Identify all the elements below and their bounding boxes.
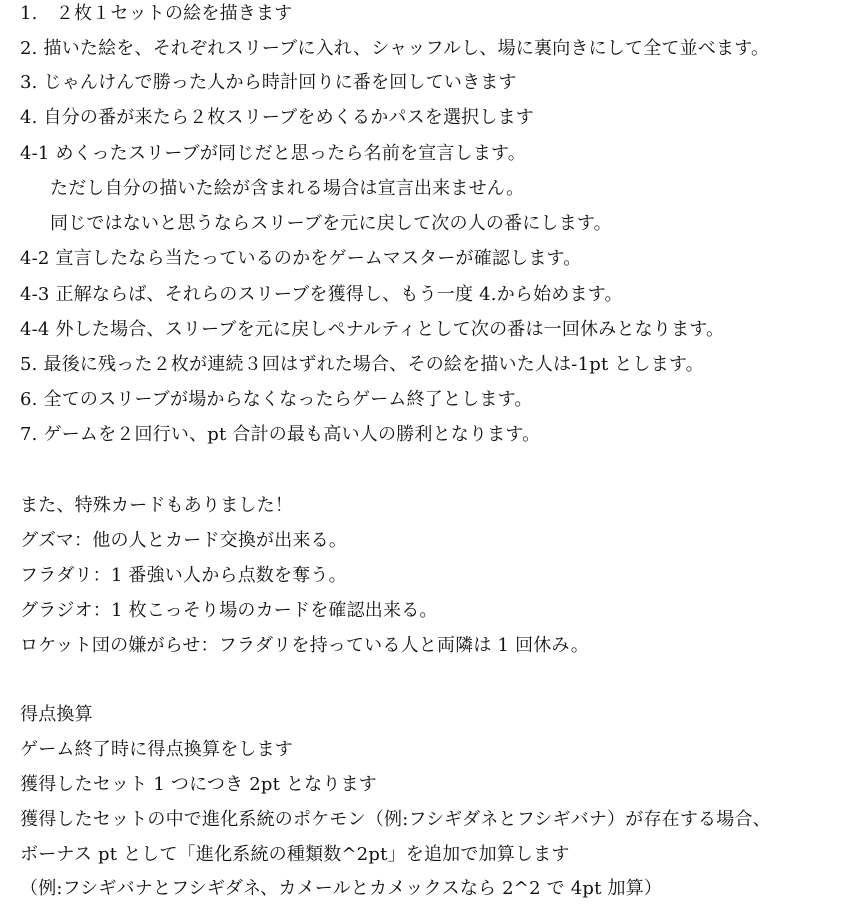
rule-7: 7. ゲームを２回行い、pt 合計の最も高い人の勝利となります。 — [20, 424, 541, 445]
special-card-team-rocket: ロケット団の嫌がらせ：フラダリを持っている人と両隣は 1 回休み。 — [20, 635, 589, 656]
rule-4-3: 4-3 正解ならば、それらのスリーブを獲得し、もう一度 4.から始めます。 — [20, 284, 623, 305]
scoring-line-2: 獲得したセット 1 つにつき 2pt となります — [20, 774, 377, 795]
special-card-gladion: グラジオ：1 枚こっそり場のカードを確認出来る。 — [20, 600, 438, 621]
scoring-line-4: ボーナス pt として「進化系統の種類数^2pt」を追加で加算します — [20, 844, 570, 865]
scoring-line-1: ゲーム終了時に得点換算をします — [20, 739, 293, 760]
rule-2: 2. 描いた絵を、それぞれスリーブに入れ、シャッフルし、場に裏向きにして全て並べます。 — [20, 38, 770, 59]
scoring-heading: 得点換算 — [20, 704, 93, 725]
special-cards-intro: また、特殊カードもありました！ — [20, 495, 293, 516]
rule-6: 6. 全てのスリーブが場からなくなったらゲーム終了とします。 — [20, 389, 533, 410]
special-card-lysandre: フラダリ：1 番強い人から点数を奪う。 — [20, 565, 347, 586]
rule-4: 4. 自分の番が来たら２枚スリーブをめくるかパスを選択します — [20, 107, 534, 128]
rule-3: 3. じゃんけんで勝った人から時計回りに番を回していきます — [20, 72, 517, 93]
rule-1: 1. ２枚１セットの絵を描きます — [20, 3, 293, 24]
rule-4-1: 4-1 めくったスリーブが同じだと思ったら名前を宣言します。 — [20, 143, 527, 164]
rule-5: 5. 最後に残った２枚が連続３回はずれた場合、その絵を描いた人は-1pt とします。 — [20, 354, 704, 375]
rule-4-4: 4-4 外した場合、スリーブを元に戻しペナルティとして次の番は一回休みとなります。 — [20, 319, 725, 340]
rule-4-1-note-a: ただし自分の描いた絵が含まれる場合は宣言出来ません。 — [50, 178, 525, 199]
rule-4-1-note-b: 同じではないと思うならスリーブを元に戻して次の人の番にします。 — [50, 213, 612, 234]
special-card-guzma: グズマ：他の人とカード交換が出来る。 — [20, 530, 348, 551]
scoring-line-3: 獲得したセットの中で進化系統のポケモン（例:フシギダネとフシギバナ）が存在する場合、 — [20, 809, 771, 830]
scoring-line-5: （例:フシギバナとフシギダネ、カメールとカメックスなら 2^2 で 4pt 加算） — [20, 878, 663, 899]
rule-4-2: 4-2 宣言したなら当たっているのかをゲームマスターが確認します。 — [20, 248, 582, 269]
